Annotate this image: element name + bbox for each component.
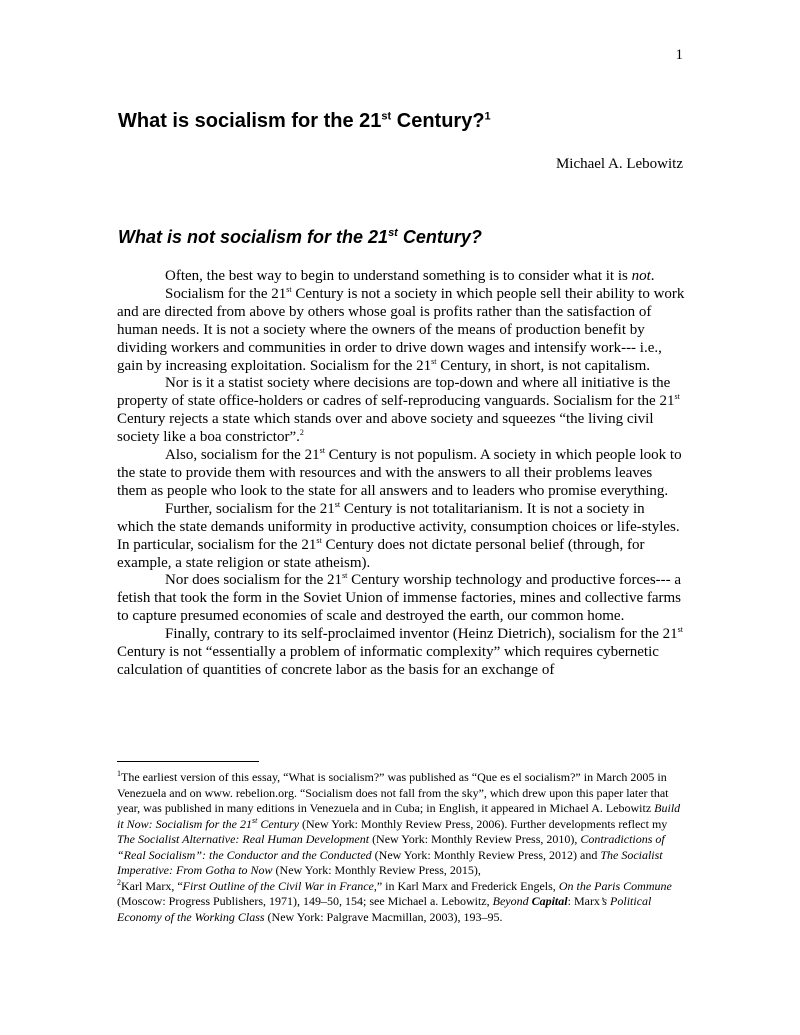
paragraph-1 xyxy=(117,268,685,286)
text-run: Century, in short, is not capitalism. xyxy=(436,357,651,374)
text-run: (New York: Monthly Review Press, 2015), xyxy=(272,863,481,877)
italic-run: not xyxy=(631,268,651,284)
ordinal-superscript: st xyxy=(286,284,292,294)
text-run: Also, socialism for the 21 xyxy=(165,447,320,464)
text-run: Century is not a society in which people sell their ability to work and are directed from above by others whose goal is profits rather than the satisfaction of human needs. It is not a society where the owners of the means of production benefit by dividing workers and communities in order to drive down wages and intensify work--- i.e., gain by increasing exploitation. Socialism for the 21 xyxy=(117,285,685,374)
title-footnote-ref[interactable]: 1 xyxy=(484,110,491,123)
text-run: Century is not “essentially a problem of informatic complexity” which requires cybernetic calculation of quantities of concrete labor as the basis for an exchange of xyxy=(117,644,659,678)
italic-run: First Outline of the Civil War in France xyxy=(182,878,374,893)
text-run: The earliest version of this essay, “What is socialism?” was published as “Que es el socialism?” in March 2005 in Venezuela and on www. rebelion.org. “Socialism does not fall from the sky”, which drew upon this paper later that year, was published in many editions in Venezuela and in Cuba; in English, it appeared in Michael A. Lebowitz xyxy=(117,770,669,815)
paragraph-6 xyxy=(117,572,685,626)
italic-run: The Socialist Imperative: From Gotha to Now xyxy=(117,847,663,877)
text-run: Often, the best way to begin to understand something is to consider what it is xyxy=(165,268,632,284)
paragraph-4 xyxy=(117,447,685,501)
footnote-1 xyxy=(117,770,685,879)
italic-run: Contradictions of “Real Socialism”: the Conductor and the Conducted xyxy=(117,832,665,862)
section-heading-text: What is not socialism for the 21 xyxy=(118,227,389,247)
body-text xyxy=(117,268,685,680)
ordinal-superscript: st xyxy=(252,815,258,825)
text-run: Further, socialism for the 21 xyxy=(165,500,335,517)
ordinal-superscript: st xyxy=(319,446,325,456)
ordinal-superscript: st xyxy=(674,392,680,402)
text-run: Socialism for the 21 xyxy=(165,285,287,302)
text-run: (New York: Monthly Review Press, 2012) and xyxy=(371,847,601,862)
title-superscript: st xyxy=(381,110,392,123)
section-heading-superscript: st xyxy=(388,227,398,239)
author-name: Michael A. Lebowitz xyxy=(555,156,683,172)
text-run: Century worship technology and productive forces--- a fetish that took the form in the Soviet Union of immense factories, mines and collective farms to capture presumed economies of scale and destroyed the earth, our common home. xyxy=(117,572,682,625)
ordinal-superscript: st xyxy=(342,571,348,581)
ordinal-superscript: st xyxy=(431,356,437,366)
text-run: (New York: Monthly Review Press, 2006). Further developments reflect my xyxy=(299,816,668,831)
footnote-2 xyxy=(117,879,685,926)
text-run: (Moscow: Progress Publishers, 1971), 149–50, 154; see Michael a. Lebowitz, xyxy=(117,894,493,908)
text-run: Karl Marx, “ xyxy=(121,878,183,893)
paragraph-2 xyxy=(117,286,685,376)
page-number: 1 xyxy=(675,47,683,63)
paragraph-3 xyxy=(117,375,685,447)
text-run: Finally, contrary to its self-proclaimed inventor (Heinz Dietrich), socialism for the 21 xyxy=(165,626,678,643)
text-run: . xyxy=(650,268,655,284)
text-run: Century is not totalitarianism. It is not a society in which the state demands uniformity in productive activity, consumption choices or life-styles. In particular, socialism for the 21 xyxy=(117,500,680,553)
text-run: (New York: Palgrave Macmillan, 2003), 193–95. xyxy=(264,909,503,924)
paragraph-5 xyxy=(117,501,685,573)
ordinal-superscript: st xyxy=(316,535,322,545)
paragraph-7 xyxy=(117,626,685,680)
footnotes xyxy=(117,770,685,925)
ordinal-superscript: st xyxy=(334,499,341,509)
title-suffix: Century? xyxy=(391,110,485,132)
text-run: ,” in Karl Marx and Frederick Engels, xyxy=(373,878,559,893)
italic-run: ’s Political Economy of the Working Class xyxy=(117,894,652,924)
text-run: Century rejects a state which stands over and above society and squeezes “the living civil society like a boa constrictor”. xyxy=(117,411,654,446)
footnote-marker: 1 xyxy=(117,769,121,778)
text-run: Nor does socialism for the 21 xyxy=(165,572,343,589)
bold-italic-run: Capital xyxy=(531,894,568,908)
ordinal-superscript: st xyxy=(677,625,683,635)
page-title xyxy=(118,110,491,133)
footnote-divider xyxy=(117,761,259,762)
text-run: (New York: Monthly Review Press, 2010), xyxy=(369,832,581,846)
italic-run: On the Paris Commune xyxy=(558,878,672,893)
section-heading-suffix: Century? xyxy=(397,227,482,247)
section-heading xyxy=(118,227,482,248)
text-run: Century xyxy=(257,816,300,831)
footnote-marker: 2 xyxy=(117,877,121,887)
footnote-ref-2[interactable]: 2 xyxy=(299,428,304,438)
text-run: Nor is it a statist society where decisions are top-down and where all initiative is the property of state office-holders or cadres of self-reproducing vanguards. Socialism for the 21 xyxy=(117,375,675,410)
italic-run: The Socialist Alternative: Real Human Development xyxy=(117,832,370,846)
text-run: Build it Now: Socialism for the 21 xyxy=(117,801,681,831)
text-run: Century is not populism. A society in which people look to the state to provide them with resources and with the answers to all their problems leaves them as people who look to the state for all answers and to leaders who promise everything. xyxy=(117,447,682,499)
title-text: What is socialism for the 21 xyxy=(118,110,382,132)
text-run: : Marx xyxy=(567,894,600,908)
italic-run: Beyond xyxy=(492,894,532,908)
text-run: Century does not dictate personal belief (through, for example, a state religion or state atheism). xyxy=(117,536,645,571)
